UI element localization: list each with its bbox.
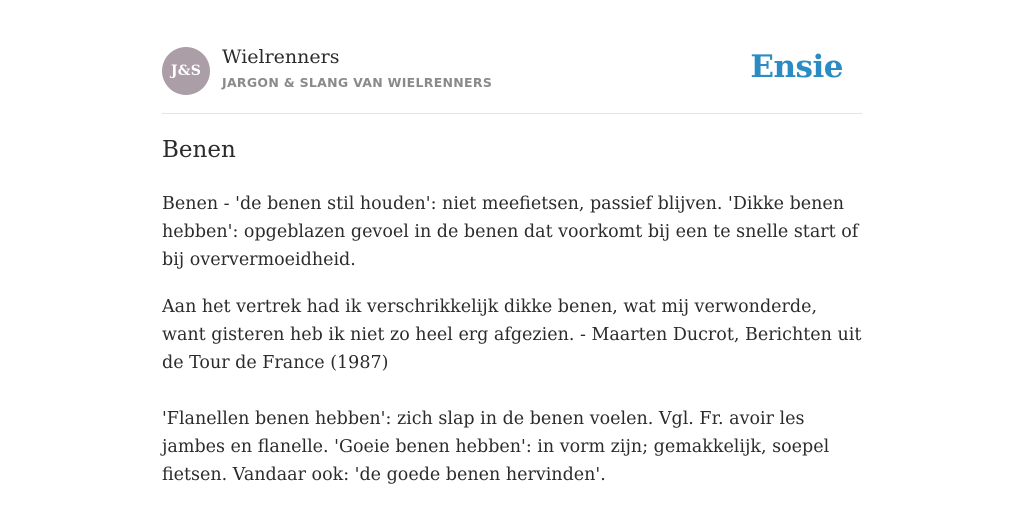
entry-paragraph-extra: 'Flanellen benen hebben': zich slap in de benen voelen. Vgl. Fr. avoir les jambes en flanelle. 'Goeie benen hebben': in vorm zijn; gemakkelijk, soepel fietsen. Vandaar ook: 'de goede benen hervinden'. <box>162 409 830 485</box>
header-divider <box>162 113 862 114</box>
ensie-logo[interactable]: Ensie <box>750 49 843 85</box>
source-title[interactable]: Wielrenners <box>222 46 340 68</box>
entry-paragraph-definition: Benen - 'de benen stil houden': niet meefietsen, passief blijven. 'Dikke benen hebben': opgeblazen gevoel in de benen dat voorkomt bij een te snelle start of bij oververmoeidheid. <box>162 194 859 270</box>
entry-content <box>162 190 862 489</box>
entry-paragraph-quote: Aan het vertrek had ik verschrikkelijk dikke benen, wat mij verwonderde, want gisteren heb ik niet zo heel erg afgezien. - Maarten Ducrot, Berichten uit de Tour de France (1987) <box>162 297 862 373</box>
source-avatar[interactable]: J&S <box>162 47 210 95</box>
header <box>162 46 862 96</box>
entry-title: Benen <box>162 137 236 163</box>
source-subtitle: JARGON & SLANG VAN WIELRENNERS <box>222 75 493 90</box>
